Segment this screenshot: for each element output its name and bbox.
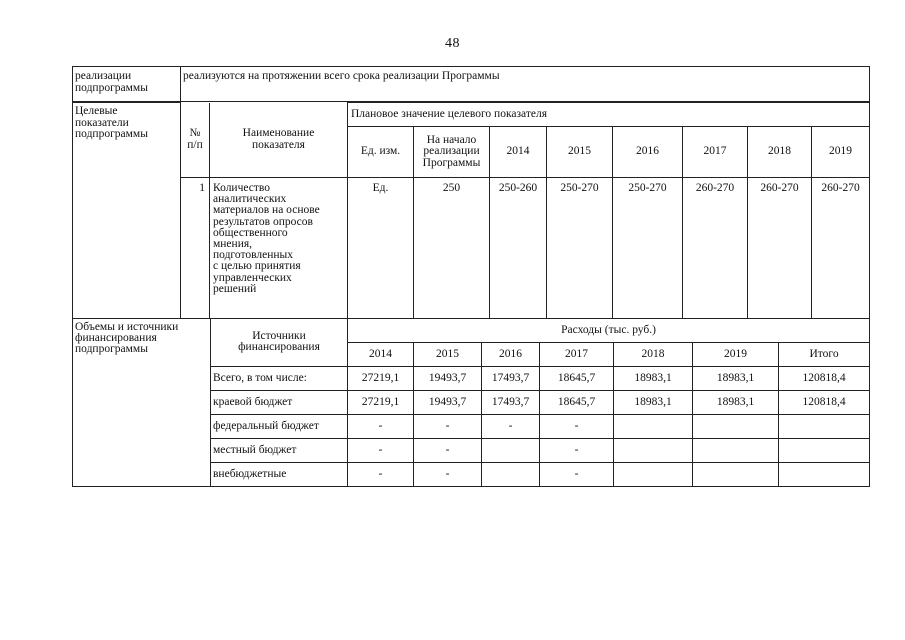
indicator-unit: Ед. bbox=[348, 178, 414, 319]
fin-value: 120818,4 bbox=[779, 391, 870, 415]
financing-label: Объемы и источники финансирования подпрограммы bbox=[73, 319, 211, 487]
fin-value: 120818,4 bbox=[779, 367, 870, 391]
col-header-2014: 2014 bbox=[490, 127, 547, 178]
col-header-2018: 2018 bbox=[748, 127, 812, 178]
fin-value: - bbox=[482, 415, 540, 439]
page-number: 48 bbox=[445, 36, 460, 51]
fin-value bbox=[482, 463, 540, 487]
fin-value: 18983,1 bbox=[614, 391, 693, 415]
col-header-start: На начало реализации Программы bbox=[414, 127, 490, 178]
table-row bbox=[73, 67, 870, 102]
col-header-unit: Ед. изм. bbox=[348, 127, 414, 178]
indicator-2014: 250-260 bbox=[490, 178, 547, 319]
fin-value bbox=[779, 439, 870, 463]
fin-year-total: Итого bbox=[779, 343, 870, 367]
fin-value: - bbox=[414, 415, 482, 439]
fin-value: 19493,7 bbox=[414, 367, 482, 391]
expenses-header: Расходы (тыс. руб.) bbox=[348, 319, 870, 343]
fin-value: 18983,1 bbox=[614, 367, 693, 391]
fin-value: - bbox=[540, 439, 614, 463]
fin-value: 27219,1 bbox=[348, 367, 414, 391]
realization-period-table bbox=[72, 66, 870, 102]
table-row bbox=[73, 103, 870, 127]
fin-year-2016: 2016 bbox=[482, 343, 540, 367]
fin-year-2015: 2015 bbox=[414, 343, 482, 367]
fin-value bbox=[693, 439, 779, 463]
source-name: краевой бюджет bbox=[211, 391, 348, 415]
fin-value bbox=[693, 463, 779, 487]
source-name: Всего, в том числе: bbox=[211, 367, 348, 391]
fin-value: 18983,1 bbox=[693, 391, 779, 415]
col-header-2016: 2016 bbox=[613, 127, 683, 178]
fin-value: - bbox=[540, 463, 614, 487]
fin-value bbox=[614, 415, 693, 439]
indicator-2019: 260-270 bbox=[812, 178, 870, 319]
fin-value: - bbox=[414, 439, 482, 463]
indicator-num: 1 bbox=[181, 178, 210, 319]
fin-year-2014: 2014 bbox=[348, 343, 414, 367]
fin-value bbox=[614, 463, 693, 487]
fin-value bbox=[693, 415, 779, 439]
realization-label: реализации подпрограммы bbox=[73, 67, 181, 102]
realization-value: реализуются на протяжении всего срока реализации Программы bbox=[181, 67, 870, 102]
fin-value: 17493,7 bbox=[482, 367, 540, 391]
fin-value bbox=[482, 439, 540, 463]
source-name: местный бюджет bbox=[211, 439, 348, 463]
fin-year-2018: 2018 bbox=[614, 343, 693, 367]
fin-value: 18983,1 bbox=[693, 367, 779, 391]
fin-value: - bbox=[348, 439, 414, 463]
fin-value: 27219,1 bbox=[348, 391, 414, 415]
targets-label: Целевые показатели подпрограммы bbox=[73, 103, 181, 319]
col-header-2015: 2015 bbox=[547, 127, 613, 178]
col-header-name: Наименование показателя bbox=[210, 103, 348, 178]
fin-value bbox=[779, 415, 870, 439]
fin-value: - bbox=[348, 463, 414, 487]
fin-value: - bbox=[348, 415, 414, 439]
col-header-2019: 2019 bbox=[812, 127, 870, 178]
target-indicators-table bbox=[72, 102, 870, 319]
planned-value-header: Плановое значение целевого показателя bbox=[348, 103, 870, 127]
fin-value bbox=[614, 439, 693, 463]
fin-value: 18645,7 bbox=[540, 391, 614, 415]
table-row bbox=[73, 319, 870, 343]
indicator-2018: 260-270 bbox=[748, 178, 812, 319]
indicator-2017: 260-270 bbox=[683, 178, 748, 319]
indicator-2015: 250-270 bbox=[547, 178, 613, 319]
col-header-num: № п/п bbox=[181, 103, 210, 178]
table-row bbox=[73, 178, 870, 319]
fin-value: - bbox=[540, 415, 614, 439]
indicator-name: Количество аналитических материалов на основе результатов опросов общественного мнения, подготовленных с целью принятия управленческих решений bbox=[210, 178, 348, 319]
source-name: внебюджетные bbox=[211, 463, 348, 487]
fin-value: 19493,7 bbox=[414, 391, 482, 415]
col-header-2017: 2017 bbox=[683, 127, 748, 178]
fin-value bbox=[779, 463, 870, 487]
sources-header: Источники финансирования bbox=[211, 319, 348, 367]
financing-table bbox=[72, 318, 870, 487]
fin-value: 17493,7 bbox=[482, 391, 540, 415]
indicator-start: 250 bbox=[414, 178, 490, 319]
fin-year-2017: 2017 bbox=[540, 343, 614, 367]
indicator-2016: 250-270 bbox=[613, 178, 683, 319]
fin-value: - bbox=[414, 463, 482, 487]
source-name: федеральный бюджет bbox=[211, 415, 348, 439]
fin-value: 18645,7 bbox=[540, 367, 614, 391]
fin-year-2019: 2019 bbox=[693, 343, 779, 367]
